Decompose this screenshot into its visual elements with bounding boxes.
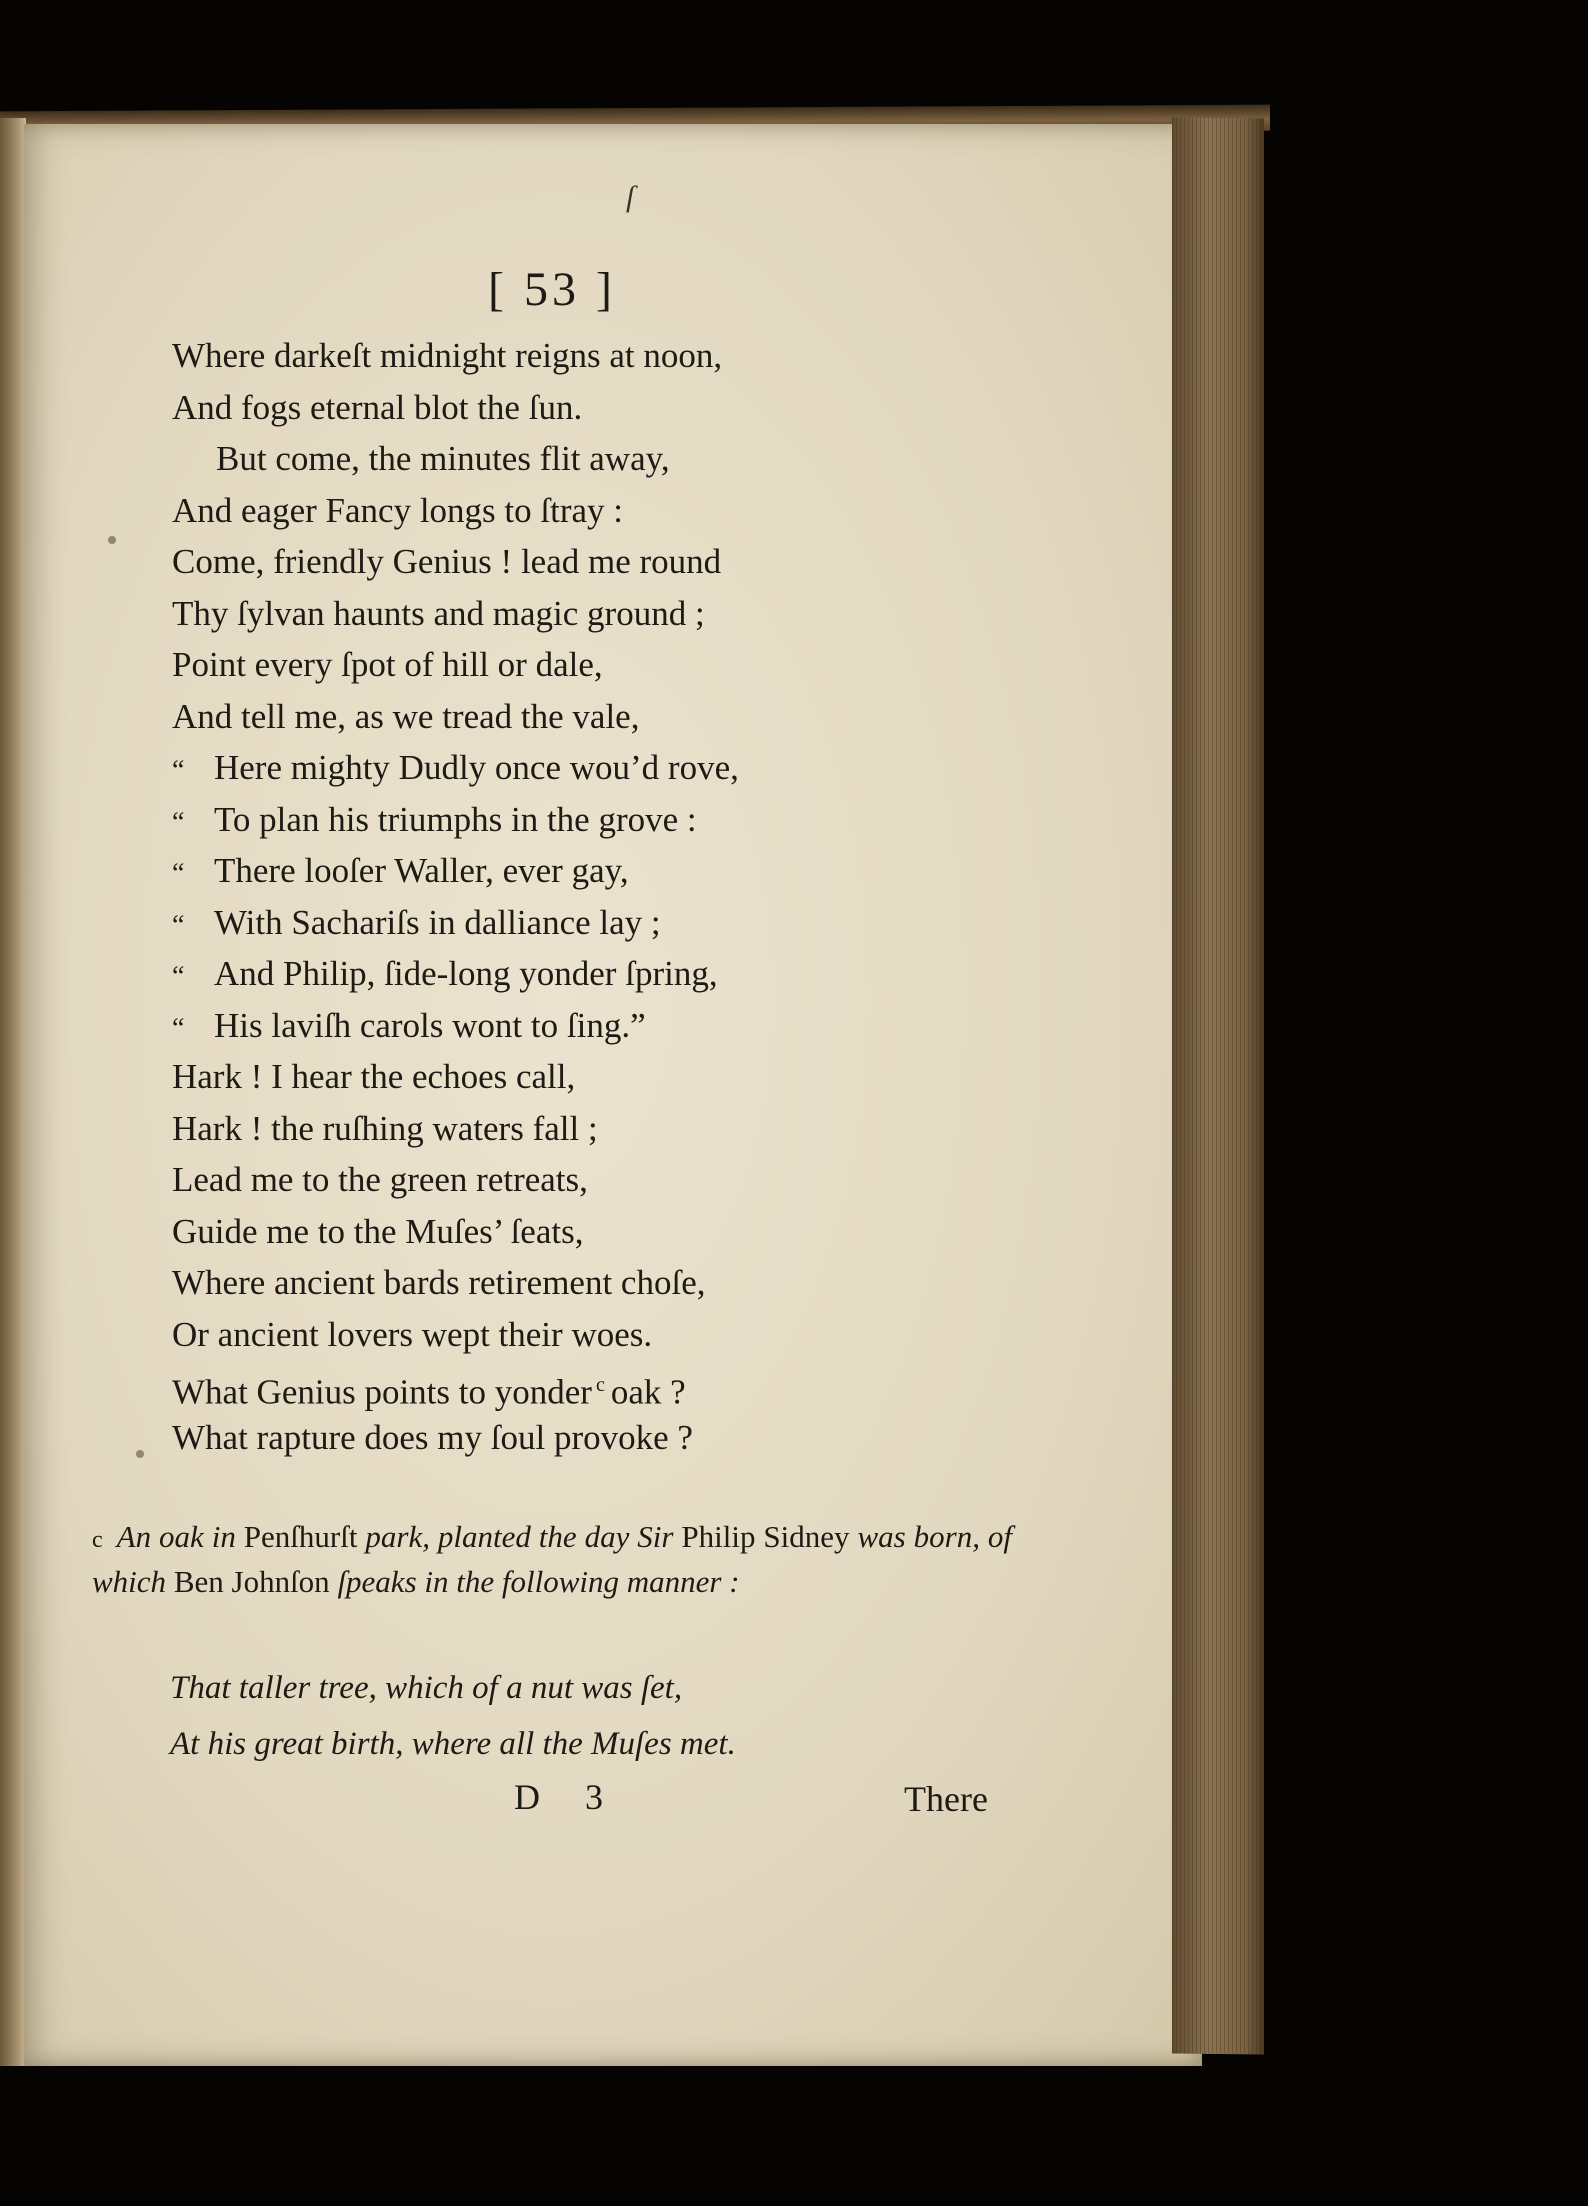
footnote-verse-quote [170, 1660, 990, 1772]
poem-line [172, 691, 872, 743]
footnote-person-name: Philip Sidney [681, 1519, 850, 1554]
verse-quote-line: At his great birth, where all the Muſes met. [170, 1726, 736, 1762]
poem-line [172, 1309, 872, 1361]
poem-line-text: Where darkeſt midnight reigns at noon, [172, 336, 723, 375]
poem-line [172, 639, 872, 691]
poem-line [172, 1206, 872, 1258]
poem-line [172, 485, 872, 537]
poem-line [172, 1103, 872, 1155]
poem-line [172, 588, 872, 640]
ink-speck [108, 536, 116, 544]
quotation-mark: “ [172, 806, 185, 838]
poem-line-text: And Philip, ſide-long yonder ſpring, [214, 954, 718, 993]
poem-line [172, 1412, 872, 1464]
footnote-place-name: Penſhurſt [243, 1519, 358, 1554]
footnote-text: An oak in [116, 1519, 236, 1554]
page-number: [ 53 ] [488, 263, 616, 316]
quotation-mark: “ [172, 858, 185, 889]
ink-speck [136, 1450, 144, 1458]
poem-line [172, 897, 872, 949]
footnote-person-name: Ben Johnſon [173, 1564, 330, 1599]
poem-line-text: Thy ſylvan haunts and magic ground ; [172, 593, 705, 633]
poem-line [172, 1051, 872, 1103]
poem-line-text: What Genius points to yonder [172, 1372, 592, 1412]
poem-line [172, 1257, 872, 1309]
quotation-mark: “ [172, 755, 185, 786]
poem-line [172, 382, 872, 434]
quotation-mark: “ [172, 1012, 185, 1044]
quotation-mark: “ [172, 961, 185, 992]
quotation-mark: “ [172, 909, 185, 941]
poem-line-text: What rapture does my ſoul provoke ? [172, 1417, 693, 1457]
poem-line-text: With Sachariſs in dalliance lay ; [214, 902, 661, 942]
poem-line-text: Point every ſpot of hill or dale, [172, 645, 603, 684]
poem-line [172, 1154, 872, 1206]
footnote-mark: c [92, 1527, 103, 1553]
poem-line [172, 1360, 872, 1412]
poem-line-text: Lead me to the green retreats, [172, 1160, 588, 1199]
poem-line-text: oak ? [610, 1372, 686, 1412]
poem-line [172, 845, 872, 897]
poem-line-text: Hark ! I hear the echoes call, [172, 1057, 576, 1096]
poem-line-text: To plan his triumphs in the grove : [214, 799, 697, 839]
poem-line-text: Come, friendly Genius ! lead me round [172, 542, 722, 581]
poem-line-text: And fogs eternal blot the ſun. [172, 387, 583, 427]
poem-line [172, 794, 872, 846]
footnote-text: park, planted the day Sir [365, 1519, 674, 1554]
poem-line-text: His laviſh carols wont to ſing.” [214, 1005, 646, 1045]
footnote [92, 1516, 1012, 1603]
poem-line-text: There looſer Waller, ever gay, [214, 851, 629, 890]
signature-mark: D 3 [514, 1777, 621, 1817]
footnote-reference: c [595, 1374, 605, 1396]
poem-line [172, 536, 872, 588]
poem-line [172, 1000, 872, 1052]
poem-text [172, 330, 872, 1463]
poem-line-text: And tell me, as we tread the vale, [172, 696, 640, 736]
poem-line-text: Here mighty Dudly once wou’d rove, [214, 748, 739, 787]
poem-line [172, 742, 872, 794]
verse-quote-line: That taller tree, which of a nut was ſet, [170, 1670, 683, 1706]
poem-line [172, 330, 872, 382]
footnote-text: ſpeaks in the following manner : [337, 1564, 740, 1599]
poem-line-text: Where ancient bards retirement choſe, [172, 1263, 706, 1302]
poem-line-text: Guide me to the Muſes’ ſeats, [172, 1211, 584, 1251]
footnote-text: was born, of which [92, 1519, 1012, 1599]
poem-line-text: And eager Fancy longs to ſtray : [172, 490, 624, 530]
poem-line-text: But come, the minutes flit away, [216, 439, 670, 478]
catchword: There [904, 1779, 988, 1819]
poem-line [172, 948, 872, 1000]
poem-line-text: Hark ! the ruſhing waters fall ; [172, 1108, 598, 1148]
poem-line-text: Or ancient lovers wept their woes. [172, 1314, 653, 1354]
poem-line [172, 433, 872, 485]
ink-mark: ſ [626, 180, 635, 213]
